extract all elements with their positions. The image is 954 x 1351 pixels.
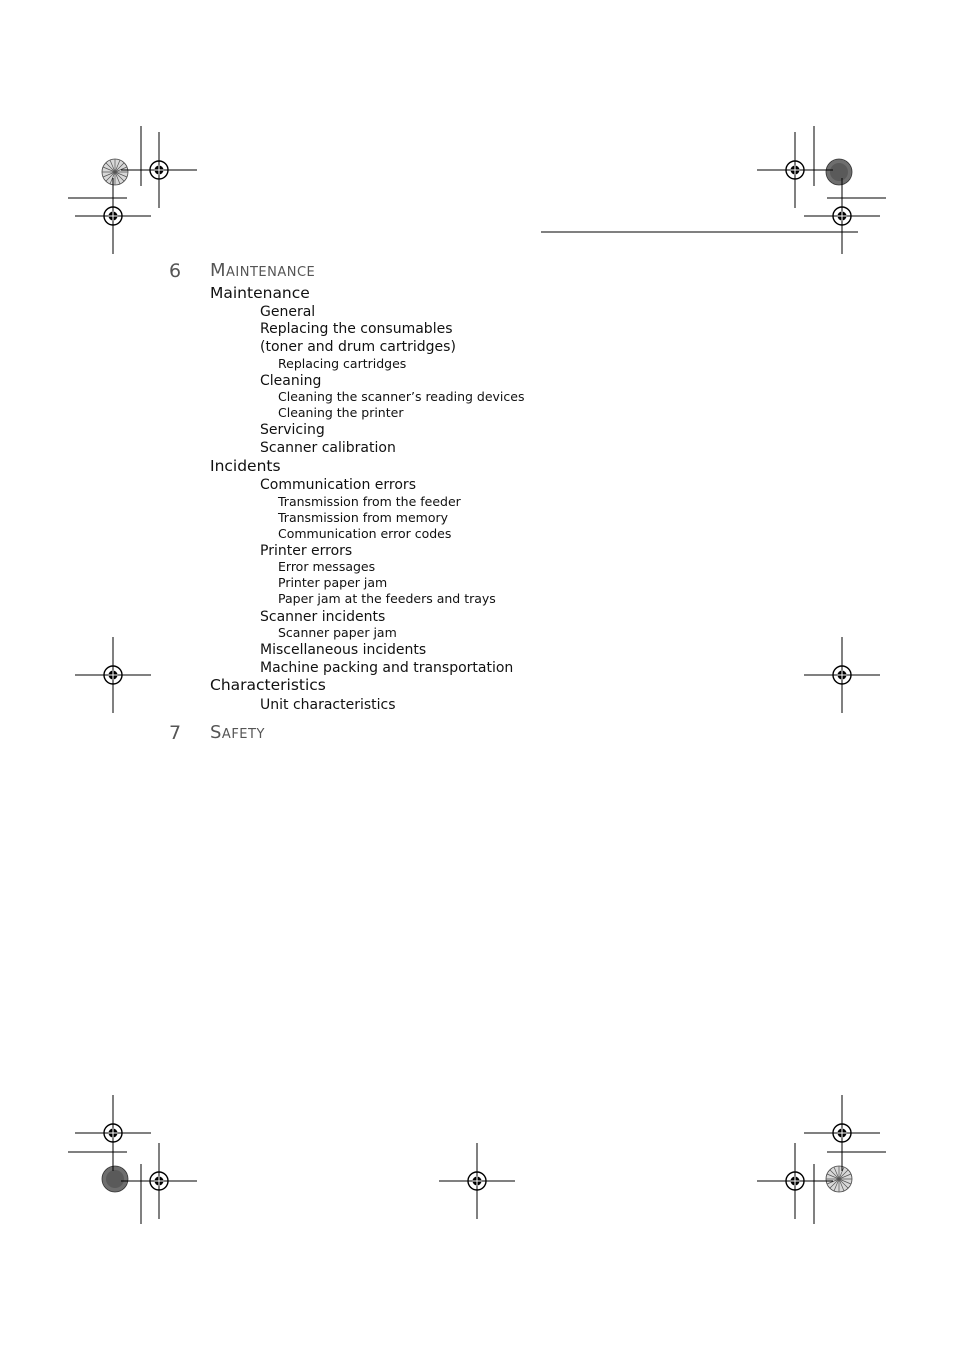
toc-subitem: Scanner paper jam	[278, 625, 397, 640]
toc-subitem: Replacing cartridges	[278, 356, 407, 371]
toc-subitem: Printer paper jam	[278, 575, 388, 590]
toc-subitem: Cleaning the printer	[278, 405, 404, 420]
toc-item: Machine packing and transportation	[260, 660, 514, 676]
toc-section: Characteristics	[210, 676, 326, 694]
toc-section: Incidents	[210, 457, 281, 475]
toc-item: Scanner calibration	[260, 440, 396, 456]
toc-subitem: Communication error codes	[278, 526, 452, 541]
chapter-number: 6	[169, 260, 182, 282]
toc-section: Maintenance	[210, 284, 310, 302]
toc-item: General	[260, 304, 316, 320]
toc-subitem: Transmission from the feeder	[278, 494, 461, 509]
toc-item: Servicing	[260, 422, 325, 438]
toc-subitem: Error messages	[278, 559, 376, 574]
chapter-title: Maintenance	[210, 260, 316, 281]
toc-subitem: Cleaning the scanner’s reading devices	[278, 389, 525, 404]
toc-item: Unit characteristics	[260, 697, 396, 713]
toc-item: Scanner incidents	[260, 609, 386, 625]
chapter-number: 7	[169, 722, 182, 744]
toc-item: Cleaning	[260, 373, 322, 389]
toc-subitem: Paper jam at the feeders and trays	[278, 591, 496, 606]
toc-item: Printer errors	[260, 543, 353, 559]
toc-item: Replacing the consumables	[260, 321, 453, 337]
toc-item: Communication errors	[260, 477, 416, 493]
toc-item: (toner and drum cartridges)	[260, 339, 456, 355]
chapter-title: Safety	[210, 722, 265, 743]
toc-subitem: Transmission from memory	[278, 510, 449, 525]
toc-item: Miscellaneous incidents	[260, 642, 427, 658]
